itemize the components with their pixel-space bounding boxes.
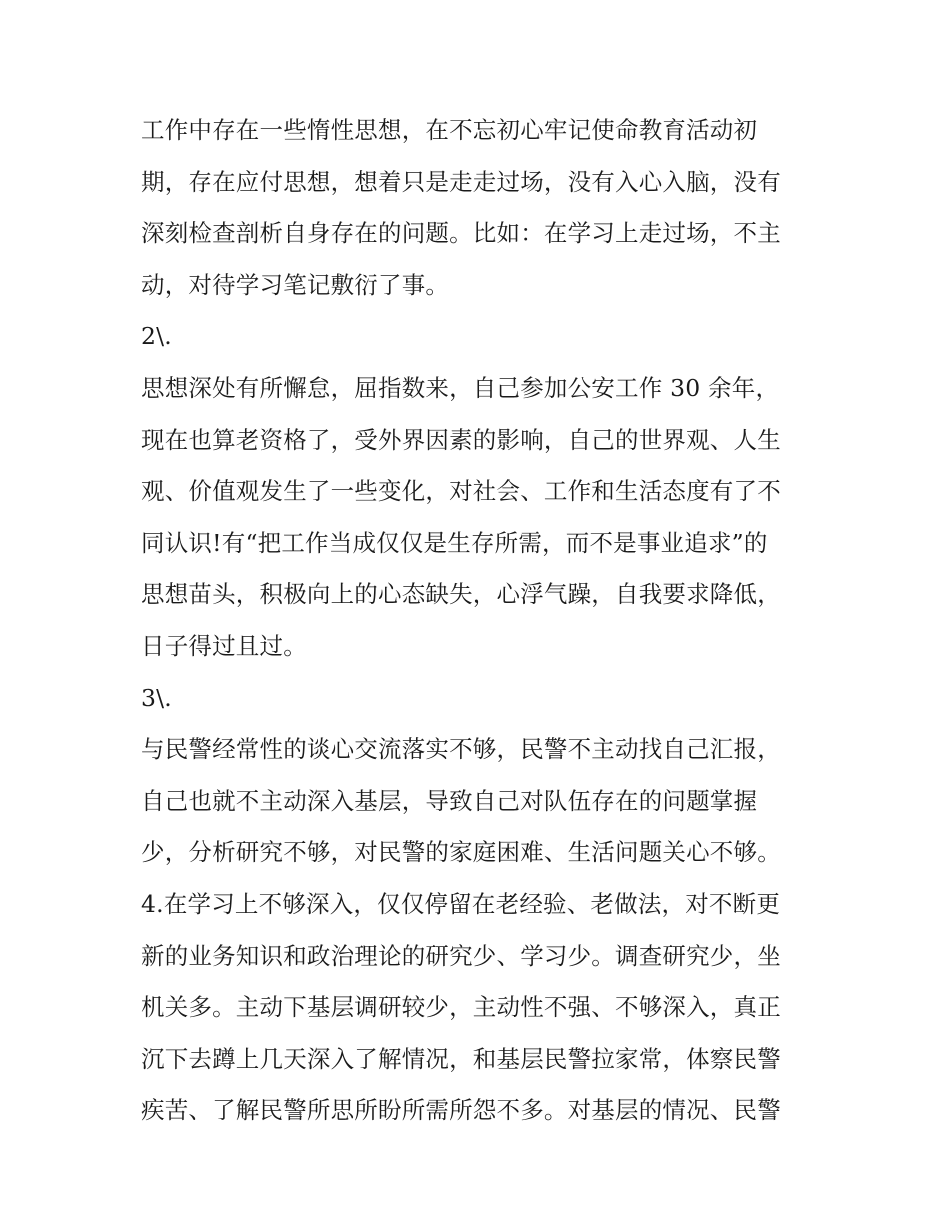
text-line: 日子得过且过。: [141, 631, 307, 660]
text-line: 动，对待学习笔记敷衍了事。: [141, 270, 450, 299]
text-line: 4.在学习上不够深入，仅仅停留在老经验、老做法，对不断更: [141, 889, 781, 918]
text-line: 现在也算老资格了，受外界因素的影响，自己的世界观、人生: [141, 425, 781, 454]
text-line: 新的业务知识和政治理论的研究少、学习少。调查研究少，坐: [141, 941, 781, 970]
text-line: 沉下去蹲上几天深入了解情况，和基层民警拉家常，体察民警: [141, 1044, 781, 1073]
text-line: 期，存在应付思想，想着只是走走过场，没有入心入脑，没有: [141, 167, 781, 196]
text-line: 观、价值观发生了一些变化，对社会、工作和生活态度有了不: [141, 477, 781, 506]
text-line: 疾苦、了解民警所思所盼所需所怨不多。对基层的情况、民警: [141, 1096, 781, 1125]
text-line: 工作中存在一些惰性思想，在不忘初心牢记使命教育活动初: [141, 116, 758, 144]
document-body: [141, 105, 821, 1137]
text-line: 自己也就不主动深入基层，导致自己对队伍存在的问题掌握: [141, 786, 758, 815]
text-line: 思想苗头，积极向上的心态缺失，心浮气躁，自我要求降低，: [141, 580, 781, 609]
text-line: 思想深处有所懈怠，屈指数来，自己参加公安工作 30 余年，: [141, 373, 780, 402]
text-line: 深刻检查剖析自身存在的问题。比如：在学习上走过场，不主: [141, 219, 781, 248]
section-number: 2\.: [141, 322, 172, 351]
text-line: 少，分析研究不够，对民警的家庭困难、生活问题关心不够。: [141, 838, 781, 867]
text-line: 与民警经常性的谈心交流落实不够，民警不主动找自己汇报，: [141, 735, 781, 764]
text-line: 同认识!有“把工作当成仅仅是生存所需，而不是事业追求”的: [141, 528, 768, 557]
text-line: 机关多。主动下基层调研较少，主动性不强、不够深入，真正: [141, 993, 781, 1022]
section-number: 3\.: [141, 683, 172, 712]
